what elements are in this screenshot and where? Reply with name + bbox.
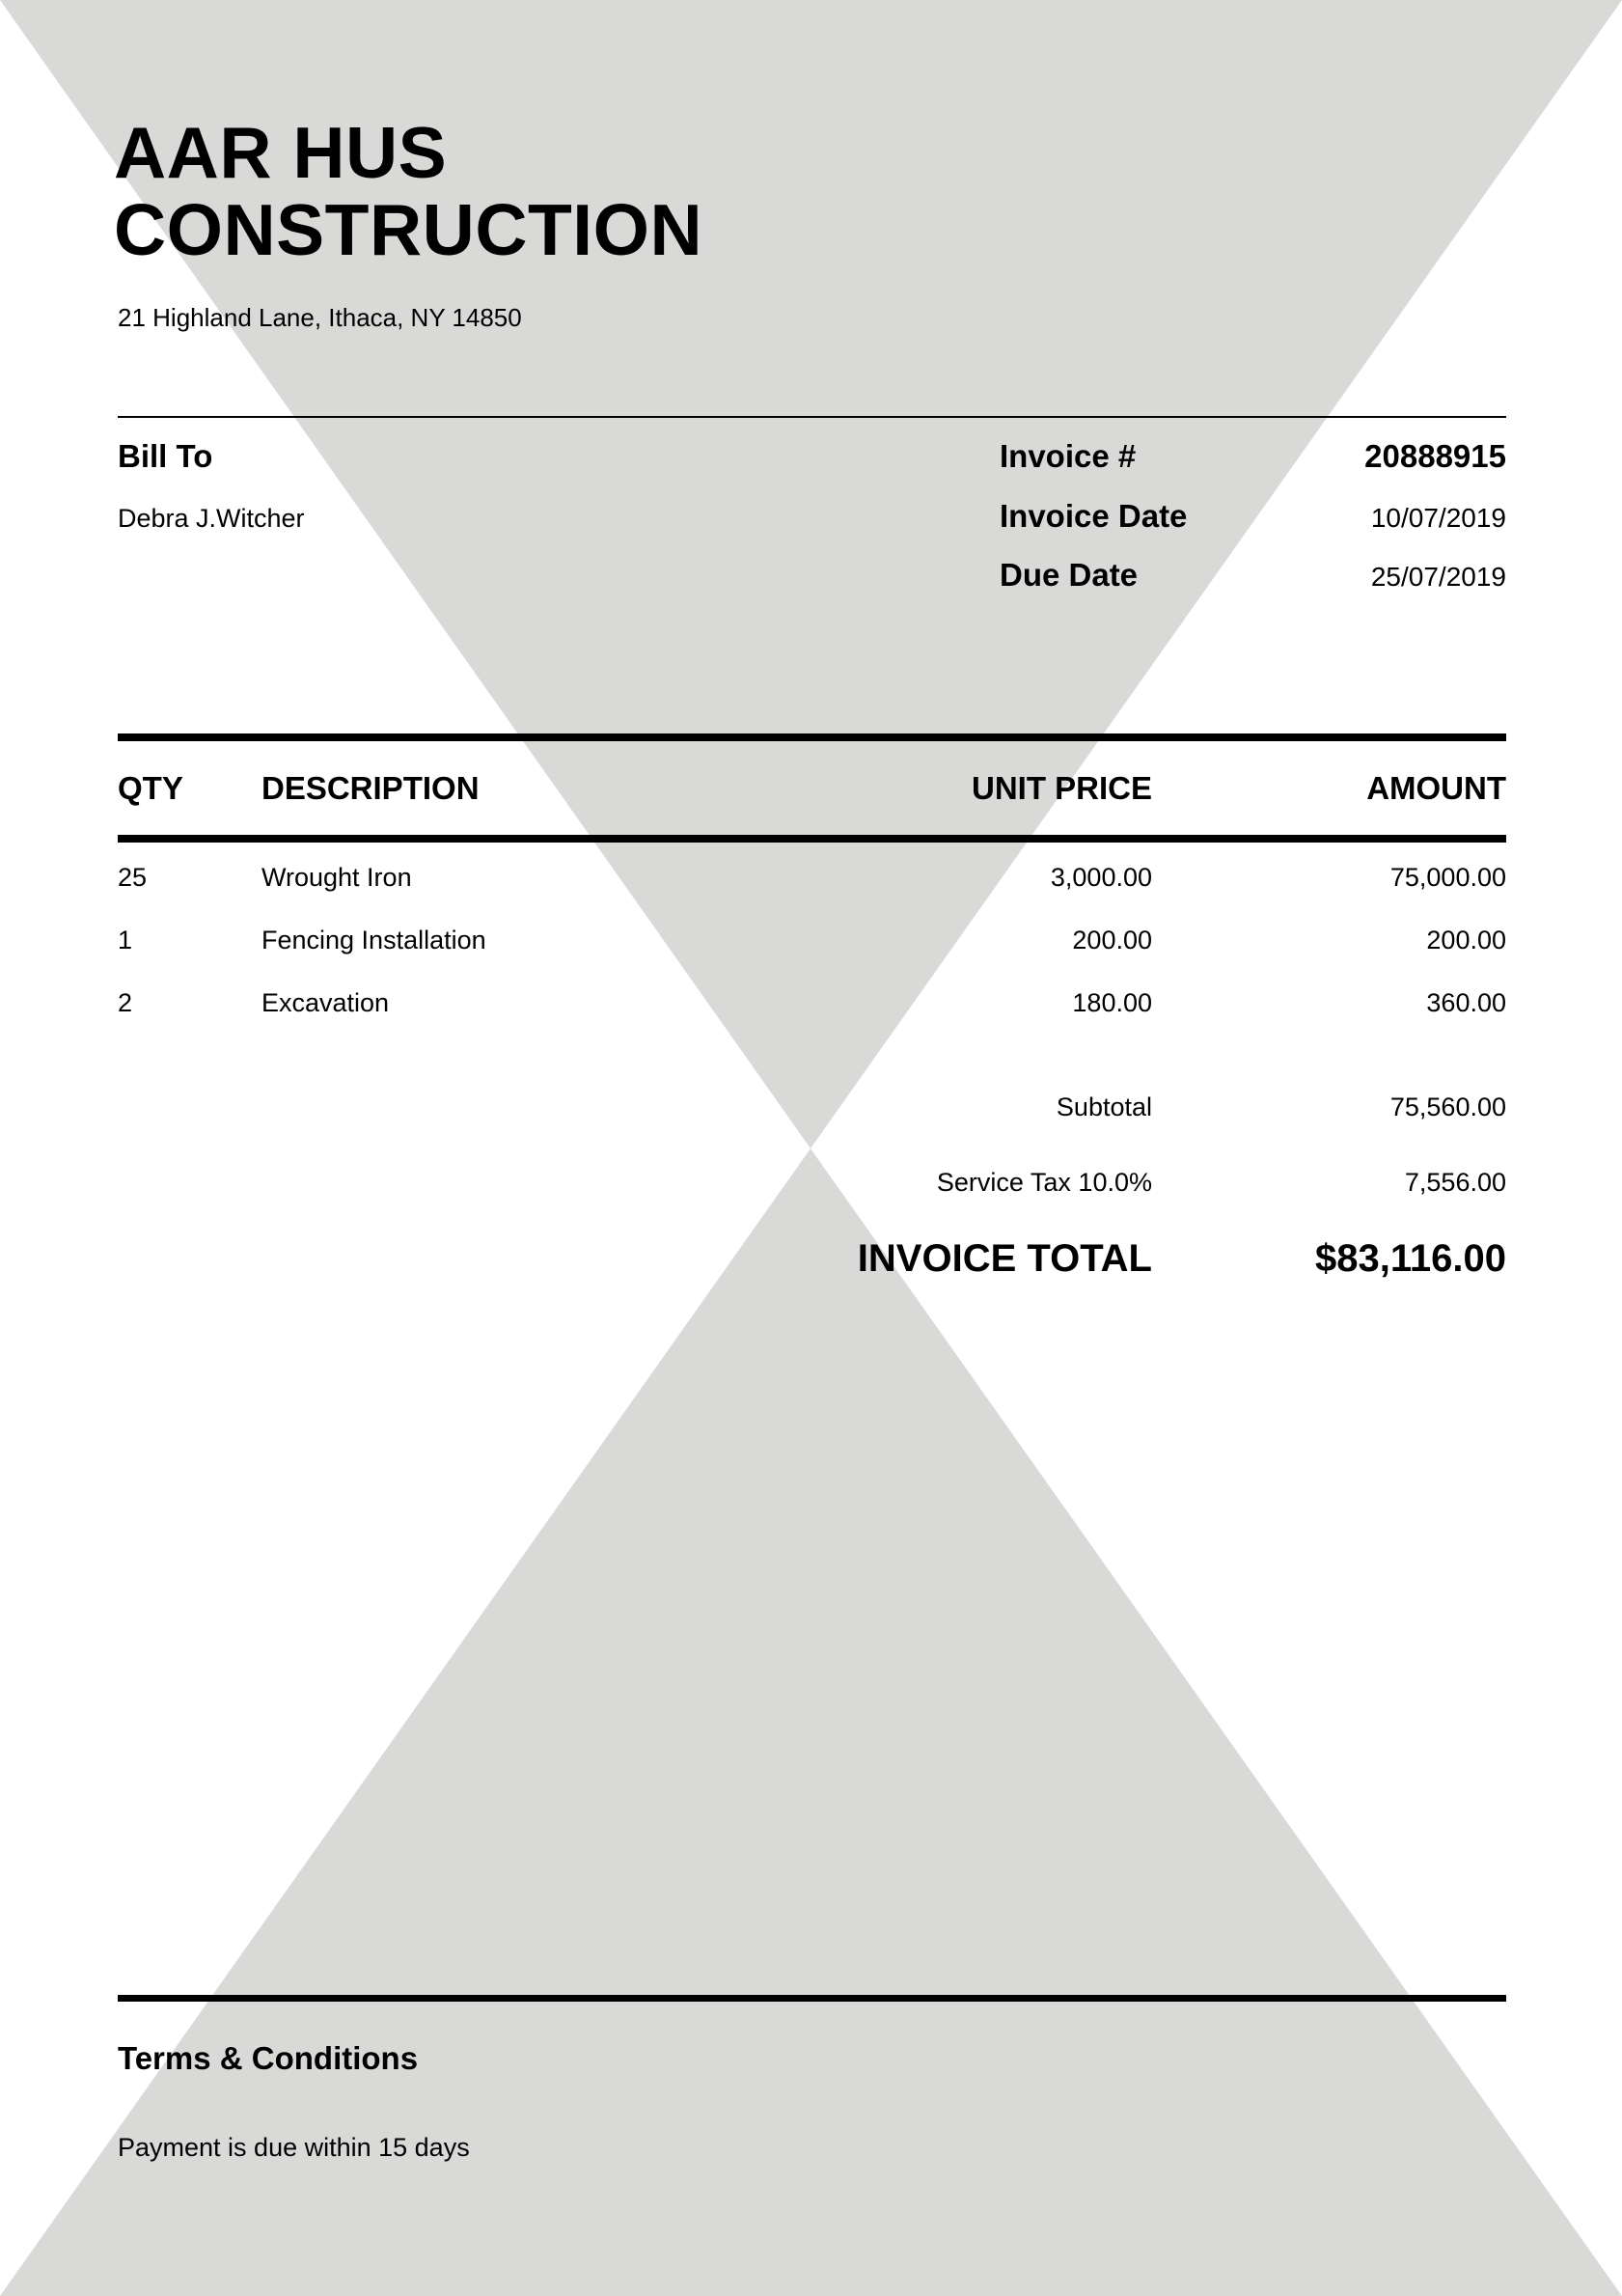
tax-value: 7,556.00 [1404, 1168, 1506, 1197]
table-row-1-description: Wrought Iron [261, 863, 412, 892]
subtotal-label: Subtotal [1056, 1093, 1152, 1121]
column-header-description: DESCRIPTION [261, 770, 480, 806]
invoice-number: 20888915 [1364, 438, 1506, 474]
terms-title: Terms & Conditions [118, 2040, 419, 2076]
subtotal-value: 75,560.00 [1389, 1093, 1506, 1121]
table-row-2-amount: 200.00 [1426, 926, 1506, 954]
due-date: 25/07/2019 [1370, 562, 1506, 592]
table-row-3-description: Excavation [261, 988, 390, 1017]
bill-to-label: Bill To [118, 438, 213, 474]
company-name-line-2: CONSTRUCTION [114, 189, 703, 270]
column-header-qty: QTY [118, 770, 183, 806]
due-date-label: Due Date [1000, 557, 1139, 593]
invoice-number-label: Invoice # [1000, 438, 1137, 474]
company-name-line-1: AAR HUS [114, 112, 448, 193]
table-row-3-qty: 2 [118, 988, 133, 1017]
footer-rule [118, 1995, 1506, 2002]
table-top-rule [118, 733, 1506, 741]
table-row-3-amount: 360.00 [1426, 988, 1506, 1017]
tax-label: Service Tax 10.0% [936, 1168, 1152, 1197]
table-row-2-unit-price: 200.00 [1072, 926, 1152, 954]
bill-to-name: Debra J.Witcher [118, 504, 305, 533]
table-row-1-unit-price: 3,000.00 [1050, 863, 1152, 892]
header-divider [118, 416, 1506, 418]
table-row-1-amount: 75,000.00 [1389, 863, 1506, 892]
company-name [114, 114, 982, 268]
table-row-1-qty: 25 [118, 863, 148, 892]
invoice-total-label: INVOICE TOTAL [857, 1237, 1152, 1280]
invoice-total-value: $83,116.00 [1315, 1237, 1506, 1280]
table-row-2-qty: 1 [118, 926, 133, 954]
invoice-date: 10/07/2019 [1370, 503, 1506, 533]
company-address: 21 Highland Lane, Ithaca, NY 14850 [118, 303, 522, 332]
invoice-date-label: Invoice Date [1000, 498, 1188, 534]
column-header-amount: AMOUNT [1366, 770, 1506, 806]
terms-text: Payment is due within 15 days [118, 2133, 470, 2162]
column-header-unit-price: UNIT PRICE [971, 770, 1152, 806]
table-row-2-description: Fencing Installation [261, 926, 486, 954]
table-row-3-unit-price: 180.00 [1072, 988, 1152, 1017]
table-header-rule [118, 835, 1506, 843]
